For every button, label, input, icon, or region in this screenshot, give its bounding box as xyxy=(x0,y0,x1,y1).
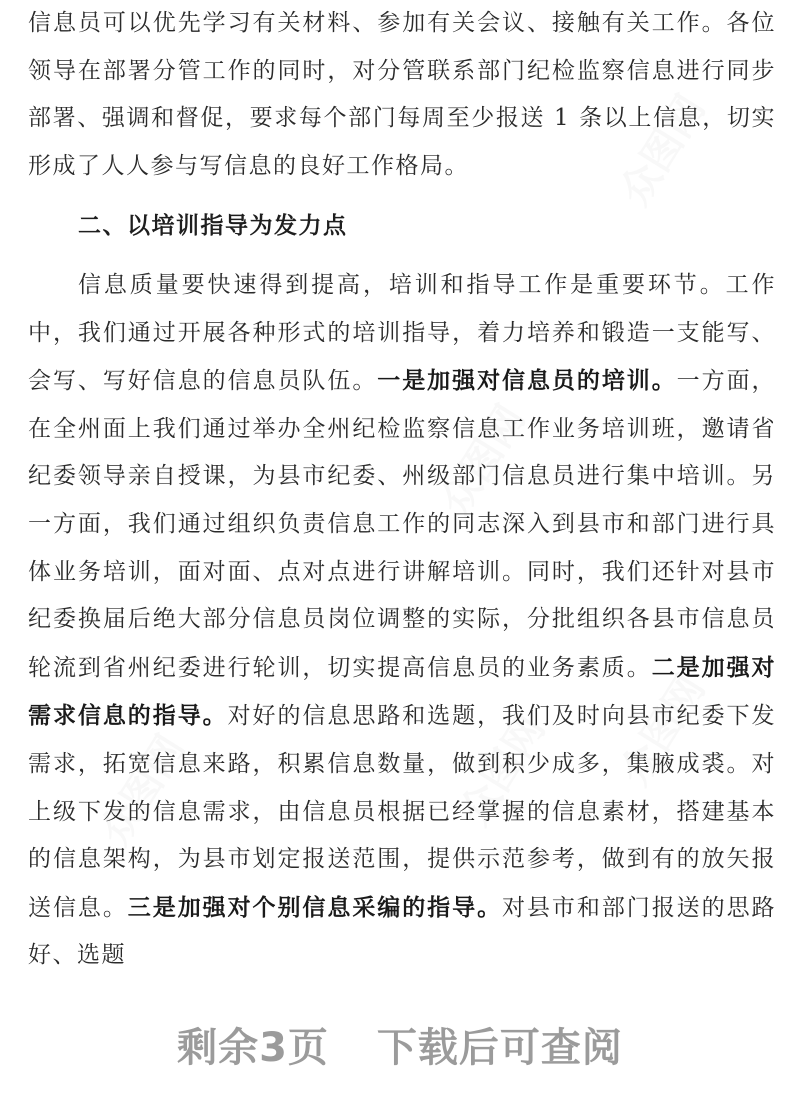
paragraph-2 xyxy=(28,262,776,980)
watermark: 众图网 xyxy=(91,727,195,854)
bold-run: 三是加强对个别信息采编的指导。 xyxy=(127,893,503,921)
watermark: 众图网 xyxy=(611,87,715,214)
watermark: 众图网 xyxy=(451,707,555,834)
text-run: 信息质量要快速得到提高，培训和指导工作是重要环节。工作中，我们通过开展各种形式的培训指导，着力培养和锻造一支能写、会写、写好信息的信息员队伍。 xyxy=(28,271,776,395)
bold-run: 二是加强对需求信息的指导。 xyxy=(28,653,777,730)
text-run: 对好的信息思路和选题，我们及时向县市纪委下发需求，拓宽信息来路，积累信息数量，做到积少成多，集腋成裘。对上级下发的信息需求，由信息员根据已经掌握的信息素材，搭建基本的信息架构，为县市划定报送范围，提供示范参考，做到有的放矢报送信息。 xyxy=(28,703,777,921)
section-heading-2: 二、以培训指导为发力点 xyxy=(78,212,348,240)
download-to-view-label: 下载后可查阅 xyxy=(376,1025,623,1071)
text-run: 对县市和部门报送的思路好、选题 xyxy=(28,894,777,969)
text-run: 一方面，在全州面上我们通过举办全州纪检监察信息工作业务培训班，邀请省纪委领导亲自授课，为县市纪委、州级部门信息员进行集中培训。另一方面，我们通过组织负责信息工作的同志深入到县市和部门进行具体业务培训，面对面、点对点进行讲解培训。同时，我们还针对县市纪委换届后绝大部分信息员岗位调整的实际，分批组织各县市信息员轮流到省州纪委进行轮训，切实提高信息员的业务素质。 xyxy=(28,368,777,681)
document-page xyxy=(28,0,776,980)
download-prompt-banner[interactable] xyxy=(0,1016,800,1073)
watermark: 众图网 xyxy=(431,397,535,524)
paragraph-1: 信息员可以优先学习有关材料、参加有关会议、接触有关工作。各位领导在部署分管工作的同时，对分管联系部门纪检监察信息进行同步部署、强调和督促，要求每个部门每周至少报送 1 条以上信息，切实形成了人人参与写信息的良好工作格局。 xyxy=(28,10,776,179)
watermark: 众图网 xyxy=(611,667,715,794)
remaining-pages-label: 剩余3页 xyxy=(177,1025,329,1071)
bold-run: 一是加强对信息员的培训。 xyxy=(377,367,677,395)
